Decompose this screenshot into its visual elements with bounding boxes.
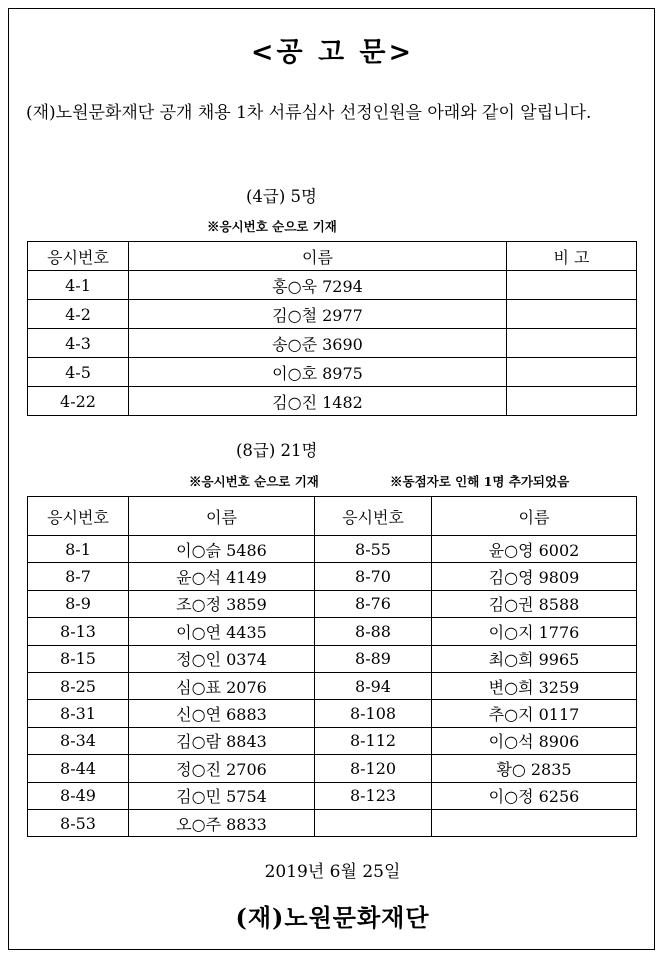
header-cell: 이름 [129, 497, 315, 536]
applicant-name: 이○호 8975 [129, 358, 507, 387]
applicant-number: 8-70 [315, 563, 432, 590]
table-row [28, 782, 637, 809]
applicant-number: 4-3 [28, 329, 129, 358]
applicant-number: 8-34 [28, 727, 129, 754]
applicant-name: 황○ 2835 [432, 755, 637, 782]
header-cell: 응시번호 [28, 497, 129, 536]
applicant-number: 8-15 [28, 645, 129, 672]
applicant-name: 김○진 1482 [129, 387, 507, 416]
remark [507, 387, 637, 416]
applicant-name: 신○연 6883 [129, 700, 315, 727]
table-row [28, 387, 637, 416]
applicant-name: 심○표 2076 [129, 672, 315, 699]
table-header-row [28, 497, 637, 536]
header-cell: 응시번호 [28, 242, 129, 271]
applicant-number: 8-9 [28, 590, 129, 617]
intro-text: (재)노원문화재단 공개 채용 1차 서류심사 선정인원을 아래와 같이 알립니다. [26, 103, 592, 123]
applicant-number: 8-31 [28, 700, 129, 727]
applicant-number: 4-5 [28, 358, 129, 387]
applicant-name: 김○권 8588 [432, 590, 637, 617]
applicant-number: 8-44 [28, 755, 129, 782]
applicant-number: 8-112 [315, 727, 432, 754]
applicant-number: 8-49 [28, 782, 129, 809]
grade8-title: (8급) 21명 [236, 441, 318, 460]
remark [507, 300, 637, 329]
table-row [28, 672, 637, 699]
applicant-name: 송○준 3690 [129, 329, 507, 358]
applicant-number: 4-2 [28, 300, 129, 329]
table-header-row [28, 242, 637, 271]
applicant-number: 8-120 [315, 755, 432, 782]
table-row [28, 809, 637, 836]
notice-date: 2019년 6월 25일 [264, 862, 401, 882]
applicant-name [432, 809, 637, 836]
applicant-name: 오○주 8833 [129, 809, 315, 836]
applicant-number: 8-89 [315, 645, 432, 672]
applicant-name: 정○인 0374 [129, 645, 315, 672]
applicant-name: 이○연 4435 [129, 618, 315, 645]
applicant-name: 조○정 3859 [129, 590, 315, 617]
table-row [28, 755, 637, 782]
applicant-number: 8-123 [315, 782, 432, 809]
applicant-number: 8-25 [28, 672, 129, 699]
applicant-name: 최○희 9965 [432, 645, 637, 672]
grade4-table [27, 241, 637, 416]
applicant-name: 이○석 8906 [432, 727, 637, 754]
header-cell: 비 고 [507, 242, 637, 271]
applicant-name: 변○희 3259 [432, 672, 637, 699]
applicant-number: 8-7 [28, 563, 129, 590]
table-row [28, 358, 637, 387]
grade8-note-tie: ※동점자로 인해 1명 추가되었음 [390, 474, 570, 489]
table-row [28, 700, 637, 727]
applicant-name: 윤○석 4149 [129, 563, 315, 590]
table-row [28, 563, 637, 590]
applicant-number: 4-1 [28, 271, 129, 300]
applicant-number: 8-76 [315, 590, 432, 617]
table-row [28, 271, 637, 300]
grade4-note: ※응시번호 순으로 기재 [207, 219, 337, 234]
applicant-number: 8-88 [315, 618, 432, 645]
applicant-name: 추○지 0117 [432, 700, 637, 727]
applicant-number [315, 809, 432, 836]
applicant-number: 8-53 [28, 809, 129, 836]
applicant-number: 8-94 [315, 672, 432, 699]
applicant-number: 4-22 [28, 387, 129, 416]
table-row [28, 329, 637, 358]
applicant-name: 김○민 5754 [129, 782, 315, 809]
header-cell: 이름 [432, 497, 637, 536]
table-row [28, 300, 637, 329]
applicant-number: 8-55 [315, 536, 432, 563]
applicant-number: 8-13 [28, 618, 129, 645]
header-cell: 이름 [129, 242, 507, 271]
applicant-name: 김○철 2977 [129, 300, 507, 329]
page-title: <공 고 문> [250, 37, 415, 68]
applicant-name: 이○정 6256 [432, 782, 637, 809]
applicant-name: 홍○욱 7294 [129, 271, 507, 300]
grade8-note: ※응시번호 순으로 기재 [189, 474, 319, 489]
table-row [28, 618, 637, 645]
applicant-name: 이○슭 5486 [129, 536, 315, 563]
applicant-name: 김○람 8843 [129, 727, 315, 754]
table-row [28, 645, 637, 672]
applicant-number: 8-1 [28, 536, 129, 563]
table-row [28, 727, 637, 754]
header-cell: 응시번호 [315, 497, 432, 536]
applicant-name: 이○지 1776 [432, 618, 637, 645]
grade8-table [27, 496, 637, 837]
organization-name: (재)노원문화재단 [235, 903, 430, 932]
remark [507, 271, 637, 300]
table-row [28, 536, 637, 563]
remark [507, 329, 637, 358]
applicant-number: 8-108 [315, 700, 432, 727]
applicant-name: 윤○영 6002 [432, 536, 637, 563]
table-row [28, 590, 637, 617]
applicant-name: 정○진 2706 [129, 755, 315, 782]
grade4-title: (4급) 5명 [246, 187, 317, 206]
applicant-name: 김○영 9809 [432, 563, 637, 590]
remark [507, 358, 637, 387]
